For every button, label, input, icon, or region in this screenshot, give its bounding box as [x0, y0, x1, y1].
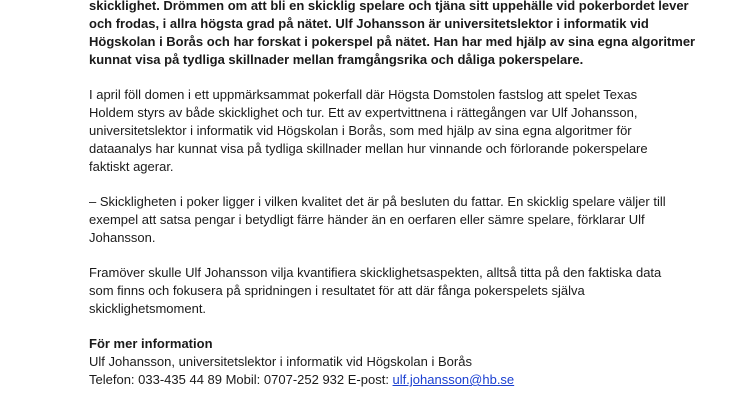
paragraph-line: Holdem styrs av både skicklighet och tur. Ett av expertvittnena i rättegången var Ulf Johansson,	[89, 105, 638, 120]
lead-line: skicklighet. Drömmen om att bli en skicklig spelare och tjäna sitt uppehälle vid pokerbordet lever	[89, 0, 689, 13]
contact-phone-line	[89, 371, 689, 389]
lead-paragraph	[89, 0, 696, 69]
paragraph-line: skicklighetsmoment.	[89, 301, 207, 316]
paragraph-line: som finns och fokusera på spridningen i resultatet för att där fånga pokerspelets själva	[89, 283, 585, 298]
lead-line: Högskolan i Borås och har forskat i pokerspel på nätet. Han har med hjälp av sina egna algoritmer	[89, 34, 696, 49]
paragraph-line: universitetslektor i informatik vid Högskolan i Borås, som med hjälp av sina egna algoritmer för	[89, 123, 632, 138]
paragraph-line: dataanalys har kunnat visa på tydliga skillnader mellan hur vinnande och förlorande pokerspelare	[89, 141, 648, 156]
paragraph-line: Framöver skulle Ulf Johansson vilja kvantifiera skicklighetsaspekten, alltså titta på den faktiska data	[89, 265, 662, 280]
paragraph-quote	[89, 193, 689, 247]
paragraph-future	[89, 264, 689, 318]
paragraph-line: – Skickligheten i poker ligger i vilken kvalitet det är på besluten du fattar. En skicklig spelare väljer till	[89, 194, 666, 209]
contact-block	[89, 353, 689, 389]
paragraph-line: Johansson.	[89, 230, 156, 245]
contact-heading: För mer information	[89, 336, 213, 351]
lead-line: och frodas, i allra högsta grad på nätet. Ulf Johansson är universitetslektor i informatik vid	[89, 16, 649, 31]
paragraph-line: I april föll domen i ett uppmärksammat pokerfall där Högsta Domstolen fastslog att spelet Texas	[89, 87, 638, 102]
document-page	[89, 0, 696, 389]
email-link[interactable]: ulf.johansson@hb.se	[392, 372, 515, 387]
paragraph-verdict	[89, 86, 689, 176]
paragraph-line: faktiskt agerar.	[89, 159, 174, 174]
contact-phone-text: Telefon: 033-435 44 89 Mobil: 0707-252 932 E-post:	[89, 372, 393, 387]
lead-line: kunnat visa på tydliga skillnader mellan framgångsrika och dåliga pokerspelare.	[89, 52, 584, 67]
paragraph-line: exempel att satsa pengar i betydligt färre händer än en oerfaren eller sämre spelare, förklarar Ulf	[89, 212, 645, 227]
contact-name-line: Ulf Johansson, universitetslektor i informatik vid Högskolan i Borås	[89, 354, 472, 369]
